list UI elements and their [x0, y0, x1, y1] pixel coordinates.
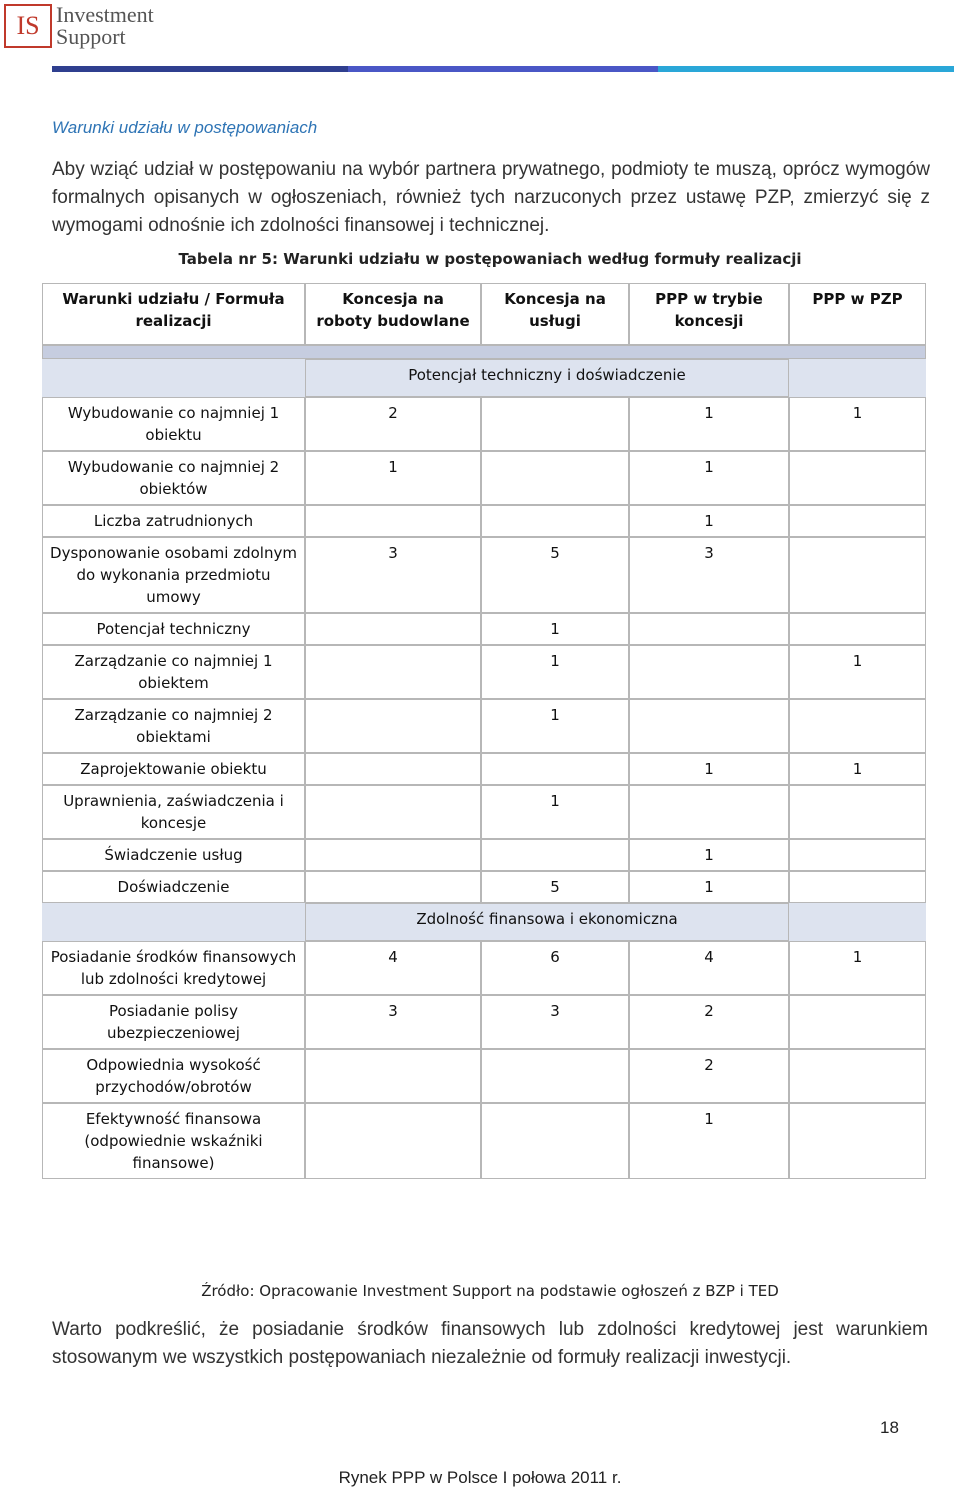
- value-cell: 1: [481, 785, 629, 839]
- table-row: [42, 699, 926, 753]
- section-row: [42, 359, 926, 397]
- row-label-cell: Zarządzanie co najmniej 1 obiektem: [42, 645, 305, 699]
- value-cell: [305, 505, 481, 537]
- separator-row: [42, 345, 926, 359]
- value-cell: 4: [629, 941, 789, 995]
- table-row: [42, 397, 926, 451]
- value-cell: [789, 1049, 926, 1103]
- value-cell: 1: [481, 613, 629, 645]
- logo-mark: IS: [4, 4, 52, 48]
- value-cell: [789, 839, 926, 871]
- value-cell: [305, 699, 481, 753]
- section-heading: Warunki udziału w postępowaniach: [52, 118, 318, 137]
- row-label-cell: Posiadanie polisy ubezpieczeniowej: [42, 995, 305, 1049]
- value-cell: [629, 699, 789, 753]
- value-cell: [481, 753, 629, 785]
- value-cell: 1: [789, 645, 926, 699]
- section-row: [42, 903, 926, 941]
- header-band-dark: [52, 66, 348, 72]
- value-cell: [629, 785, 789, 839]
- table-row: [42, 753, 926, 785]
- table-row: [42, 505, 926, 537]
- row-label-cell: Odpowiednia wysokość przychodów/obrotów: [42, 1049, 305, 1103]
- table-row: [42, 839, 926, 871]
- value-cell: 3: [305, 995, 481, 1049]
- value-cell: [481, 451, 629, 505]
- value-cell: [789, 871, 926, 903]
- value-cell: [481, 397, 629, 451]
- value-cell: [789, 451, 926, 505]
- header-cell: PPP w PZP: [789, 283, 926, 345]
- table-row: [42, 785, 926, 839]
- value-cell: [305, 785, 481, 839]
- header-cell: Koncesja na roboty budowlane: [305, 283, 481, 345]
- value-cell: [789, 537, 926, 613]
- value-cell: [789, 1103, 926, 1179]
- header-band-mid: [348, 66, 658, 72]
- value-cell: 1: [789, 941, 926, 995]
- table-row: [42, 645, 926, 699]
- value-cell: 1: [789, 397, 926, 451]
- value-cell: [789, 995, 926, 1049]
- row-label-cell: Doświadczenie: [42, 871, 305, 903]
- value-cell: 2: [305, 397, 481, 451]
- table-row: [42, 613, 926, 645]
- value-cell: [305, 613, 481, 645]
- value-cell: 1: [629, 839, 789, 871]
- row-label-cell: Świadczenie usług: [42, 839, 305, 871]
- value-cell: 3: [629, 537, 789, 613]
- value-cell: [305, 753, 481, 785]
- value-cell: 1: [629, 1103, 789, 1179]
- value-cell: [789, 613, 926, 645]
- investment-support-logo: [4, 4, 174, 54]
- value-cell: 5: [481, 537, 629, 613]
- row-label-cell: Zarządzanie co najmniej 2 obiektami: [42, 699, 305, 753]
- page-number: 18: [880, 1418, 899, 1437]
- value-cell: [481, 1103, 629, 1179]
- table-row: [42, 995, 926, 1049]
- value-cell: [789, 505, 926, 537]
- value-cell: 1: [629, 451, 789, 505]
- table-header-row: [42, 283, 926, 345]
- value-cell: [305, 1049, 481, 1103]
- row-label-cell: Wybudowanie co najmniej 1 obiektu: [42, 397, 305, 451]
- value-cell: [481, 1049, 629, 1103]
- table-row: [42, 941, 926, 995]
- row-label-cell: Efektywność finansowa (odpowiednie wskaźniki finansowe): [42, 1103, 305, 1179]
- page-footer: Rynek PPP w Polsce I połowa 2011 r.: [338, 1468, 622, 1487]
- value-cell: 4: [305, 941, 481, 995]
- value-cell: [305, 645, 481, 699]
- value-cell: 2: [629, 995, 789, 1049]
- value-cell: [789, 785, 926, 839]
- intro-paragraph: Aby wziąć udział w postępowaniu na wybór partnera prywatnego, podmioty te muszą, oprócz wymogów formalnych opisanych w ogłoszeniach, również tych narzuconych przez ustawę PZP, zmierzyć się z wymogami odnośnie ich zdolności finansowej i technicznej.: [52, 159, 930, 236]
- table-caption: Tabela nr 5: Warunki udziału w postępowaniach według formuły realizacji: [178, 250, 802, 268]
- value-cell: [305, 1103, 481, 1179]
- table-row: [42, 537, 926, 613]
- value-cell: 2: [629, 1049, 789, 1103]
- value-cell: 1: [629, 753, 789, 785]
- value-cell: 1: [481, 645, 629, 699]
- row-label-cell: Potencjał techniczny: [42, 613, 305, 645]
- value-cell: 1: [789, 753, 926, 785]
- row-label-cell: Dysponowanie osobami zdolnym do wykonania przedmiotu umowy: [42, 537, 305, 613]
- value-cell: [629, 613, 789, 645]
- header-cell: Koncesja na usługi: [481, 283, 629, 345]
- section-title-technical: Potencjał techniczny i doświadczenie: [305, 359, 789, 397]
- table-source: Źródło: Opracowanie Investment Support na podstawie ogłoszeń z BZP i TED: [201, 1282, 779, 1300]
- outro-paragraph: Warto podkreślić, że posiadanie środków finansowych lub zdolności kredytowej jest warunkiem stosowanym we wszystkich postępowaniach niezależnie od formuły realizacji inwestycji.: [52, 1319, 928, 1368]
- value-cell: 1: [629, 505, 789, 537]
- table-row: [42, 1049, 926, 1103]
- value-cell: 1: [629, 397, 789, 451]
- value-cell: 1: [629, 871, 789, 903]
- row-label-cell: Uprawnienia, zaświadczenia i koncesje: [42, 785, 305, 839]
- value-cell: 5: [481, 871, 629, 903]
- row-label-cell: Posiadanie środków finansowych lub zdolności kredytowej: [42, 941, 305, 995]
- value-cell: [305, 839, 481, 871]
- value-cell: 1: [305, 451, 481, 505]
- header-cell: PPP w trybie koncesji: [629, 283, 789, 345]
- table-row: [42, 871, 926, 903]
- section-title-financial: Zdolność finansowa i ekonomiczna: [305, 903, 789, 941]
- table-row: [42, 451, 926, 505]
- row-label-cell: Wybudowanie co najmniej 2 obiektów: [42, 451, 305, 505]
- value-cell: [481, 505, 629, 537]
- conditions-table: [42, 283, 926, 1179]
- value-cell: [481, 839, 629, 871]
- value-cell: [629, 645, 789, 699]
- logo-line-2: Support: [56, 24, 126, 49]
- header-band-light: [658, 66, 954, 72]
- value-cell: [789, 699, 926, 753]
- value-cell: 3: [481, 995, 629, 1049]
- value-cell: 1: [481, 699, 629, 753]
- value-cell: [305, 871, 481, 903]
- header-cell: Warunki udziału / Formuła realizacji: [42, 283, 305, 345]
- table-row: [42, 1103, 926, 1179]
- row-label-cell: Zaprojektowanie obiektu: [42, 753, 305, 785]
- value-cell: 6: [481, 941, 629, 995]
- logo-line-1: Investment: [56, 2, 154, 27]
- value-cell: 3: [305, 537, 481, 613]
- row-label-cell: Liczba zatrudnionych: [42, 505, 305, 537]
